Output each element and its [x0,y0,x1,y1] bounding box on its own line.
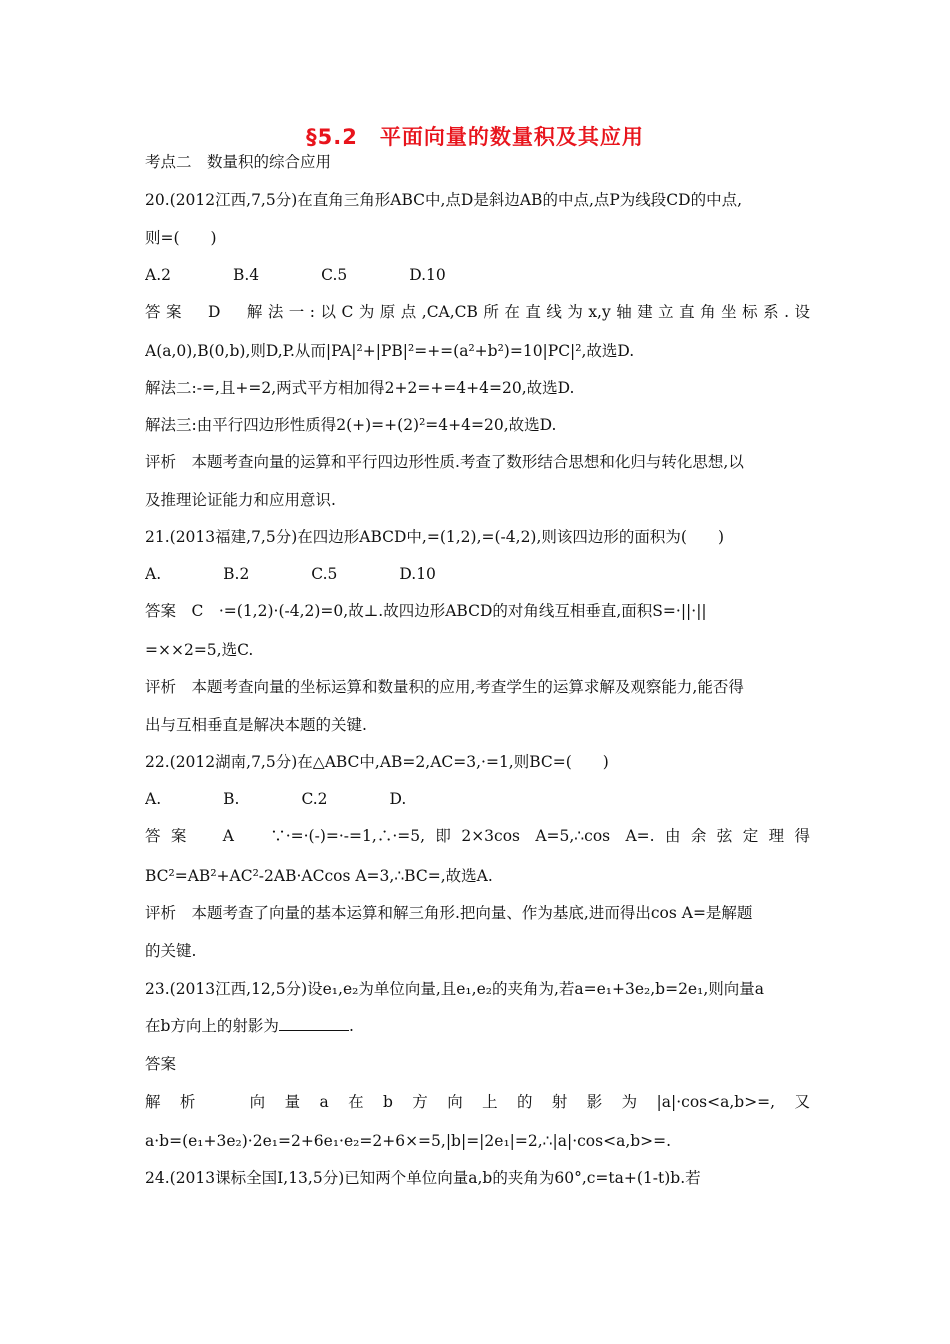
problem-22-answer-cont: BC²=AB²+AC²-2AB·ACcos A=3,∴BC=,故选A. [145,867,493,885]
problem-22-options: A. B. C.2 D. [145,790,407,808]
problem-23-stem-end: . [348,1017,354,1035]
problem-23-stem: 23.(2013江西,12,5分)设e₁,e₂为单位向量,且e₁,e₂的夹角为,若a=e₁+3e₂,b=2e₁,则向量a [145,980,764,998]
problem-22-comment: 评析 本题考查了向量的基本运算和解三角形.把向量、作为基底,进而得出cos A=是解题 [145,904,753,922]
problem-20-answer-cont: A(a,0),B(0,b),则D,P.从而|PA|²+|PB|²=+=(a²+b²)=10|PC|²,故选D. [145,342,635,360]
problem-23-solution: 解析 向量a在b方向上的射影为|a|·cos<a,b>=,又 [145,1093,810,1111]
problem-20-method-3: 解法三:由平行四边形性质得2(+)=+(2)²=4+4=20,故选D. [145,416,557,434]
problem-24-stem: 24.(2013课标全国Ⅰ,13,5分)已知两个单位向量a,b的夹角为60°,c=ta+(1-t)b.若 [145,1169,701,1187]
problem-20-method-2: 解法二:-=,且+=2,两式平方相加得2+2=+=4+4=20,故选D. [145,379,575,397]
problem-23-solution-cont: a·b=(e₁+3e₂)·2e₁=2+6e₁·e₂=2+6×=5,|b|=|2e₁|=2,∴|a|·cos<a,b>=. [145,1132,672,1150]
problem-23-stem-text: 在b方向上的射影为 [145,1017,279,1035]
problem-23-answer-label: 答案 [145,1055,177,1073]
problem-22-stem: 22.(2012湖南,7,5分)在△ABC中,AB=2,AC=3,·=1,则BC=( ) [145,753,609,771]
problem-21-options: A. B.2 C.5 D.10 [145,565,436,583]
problem-23-stem-cont [145,1016,810,1036]
problem-22-comment-cont: 的关键. [145,942,197,960]
problem-21-answer: 答案 C ·=(1,2)·(-4,2)=0,故⊥.故四边形ABCD的对角线互相垂直,面积S=·||·|| [145,602,707,620]
problem-20-comment: 评析 本题考查向量的运算和平行四边形性质.考查了数形结合思想和化归与转化思想,以 [145,453,744,471]
section-heading: 考点二 数量积的综合应用 [145,153,332,171]
problem-20-stem-cont: 则=( ) [145,229,217,247]
problem-20-answer: 答案 D 解法一:以C为原点,CA,CB所在直线为x,y轴建立直角坐标系.设 [145,303,810,321]
page-title: §5.2 平面向量的数量积及其应用 [306,125,644,149]
problem-22-answer: 答案 A ∵·=·(-)=·-=1,∴·=5,即2×3cos A=5,∴cos A=.由余弦定理得 [145,827,810,845]
problem-21-comment: 评析 本题考查向量的坐标运算和数量积的应用,考查学生的运算求解及观察能力,能否得 [145,678,744,696]
problem-20-options: A.2 B.4 C.5 D.10 [145,266,446,284]
problem-21-answer-cont: =××2=5,选C. [145,641,254,659]
answer-blank [279,1016,349,1031]
problem-20-comment-cont: 及推理论证能力和应用意识. [145,491,336,509]
problem-20-stem: 20.(2012江西,7,5分)在直角三角形ABC中,点D是斜边AB的中点,点P为线段CD的中点, [145,191,743,209]
problem-21-comment-cont: 出与互相垂直是解决本题的关键. [145,716,367,734]
problem-21-stem: 21.(2013福建,7,5分)在四边形ABCD中,=(1,2),=(-4,2),则该四边形的面积为( ) [145,528,725,546]
